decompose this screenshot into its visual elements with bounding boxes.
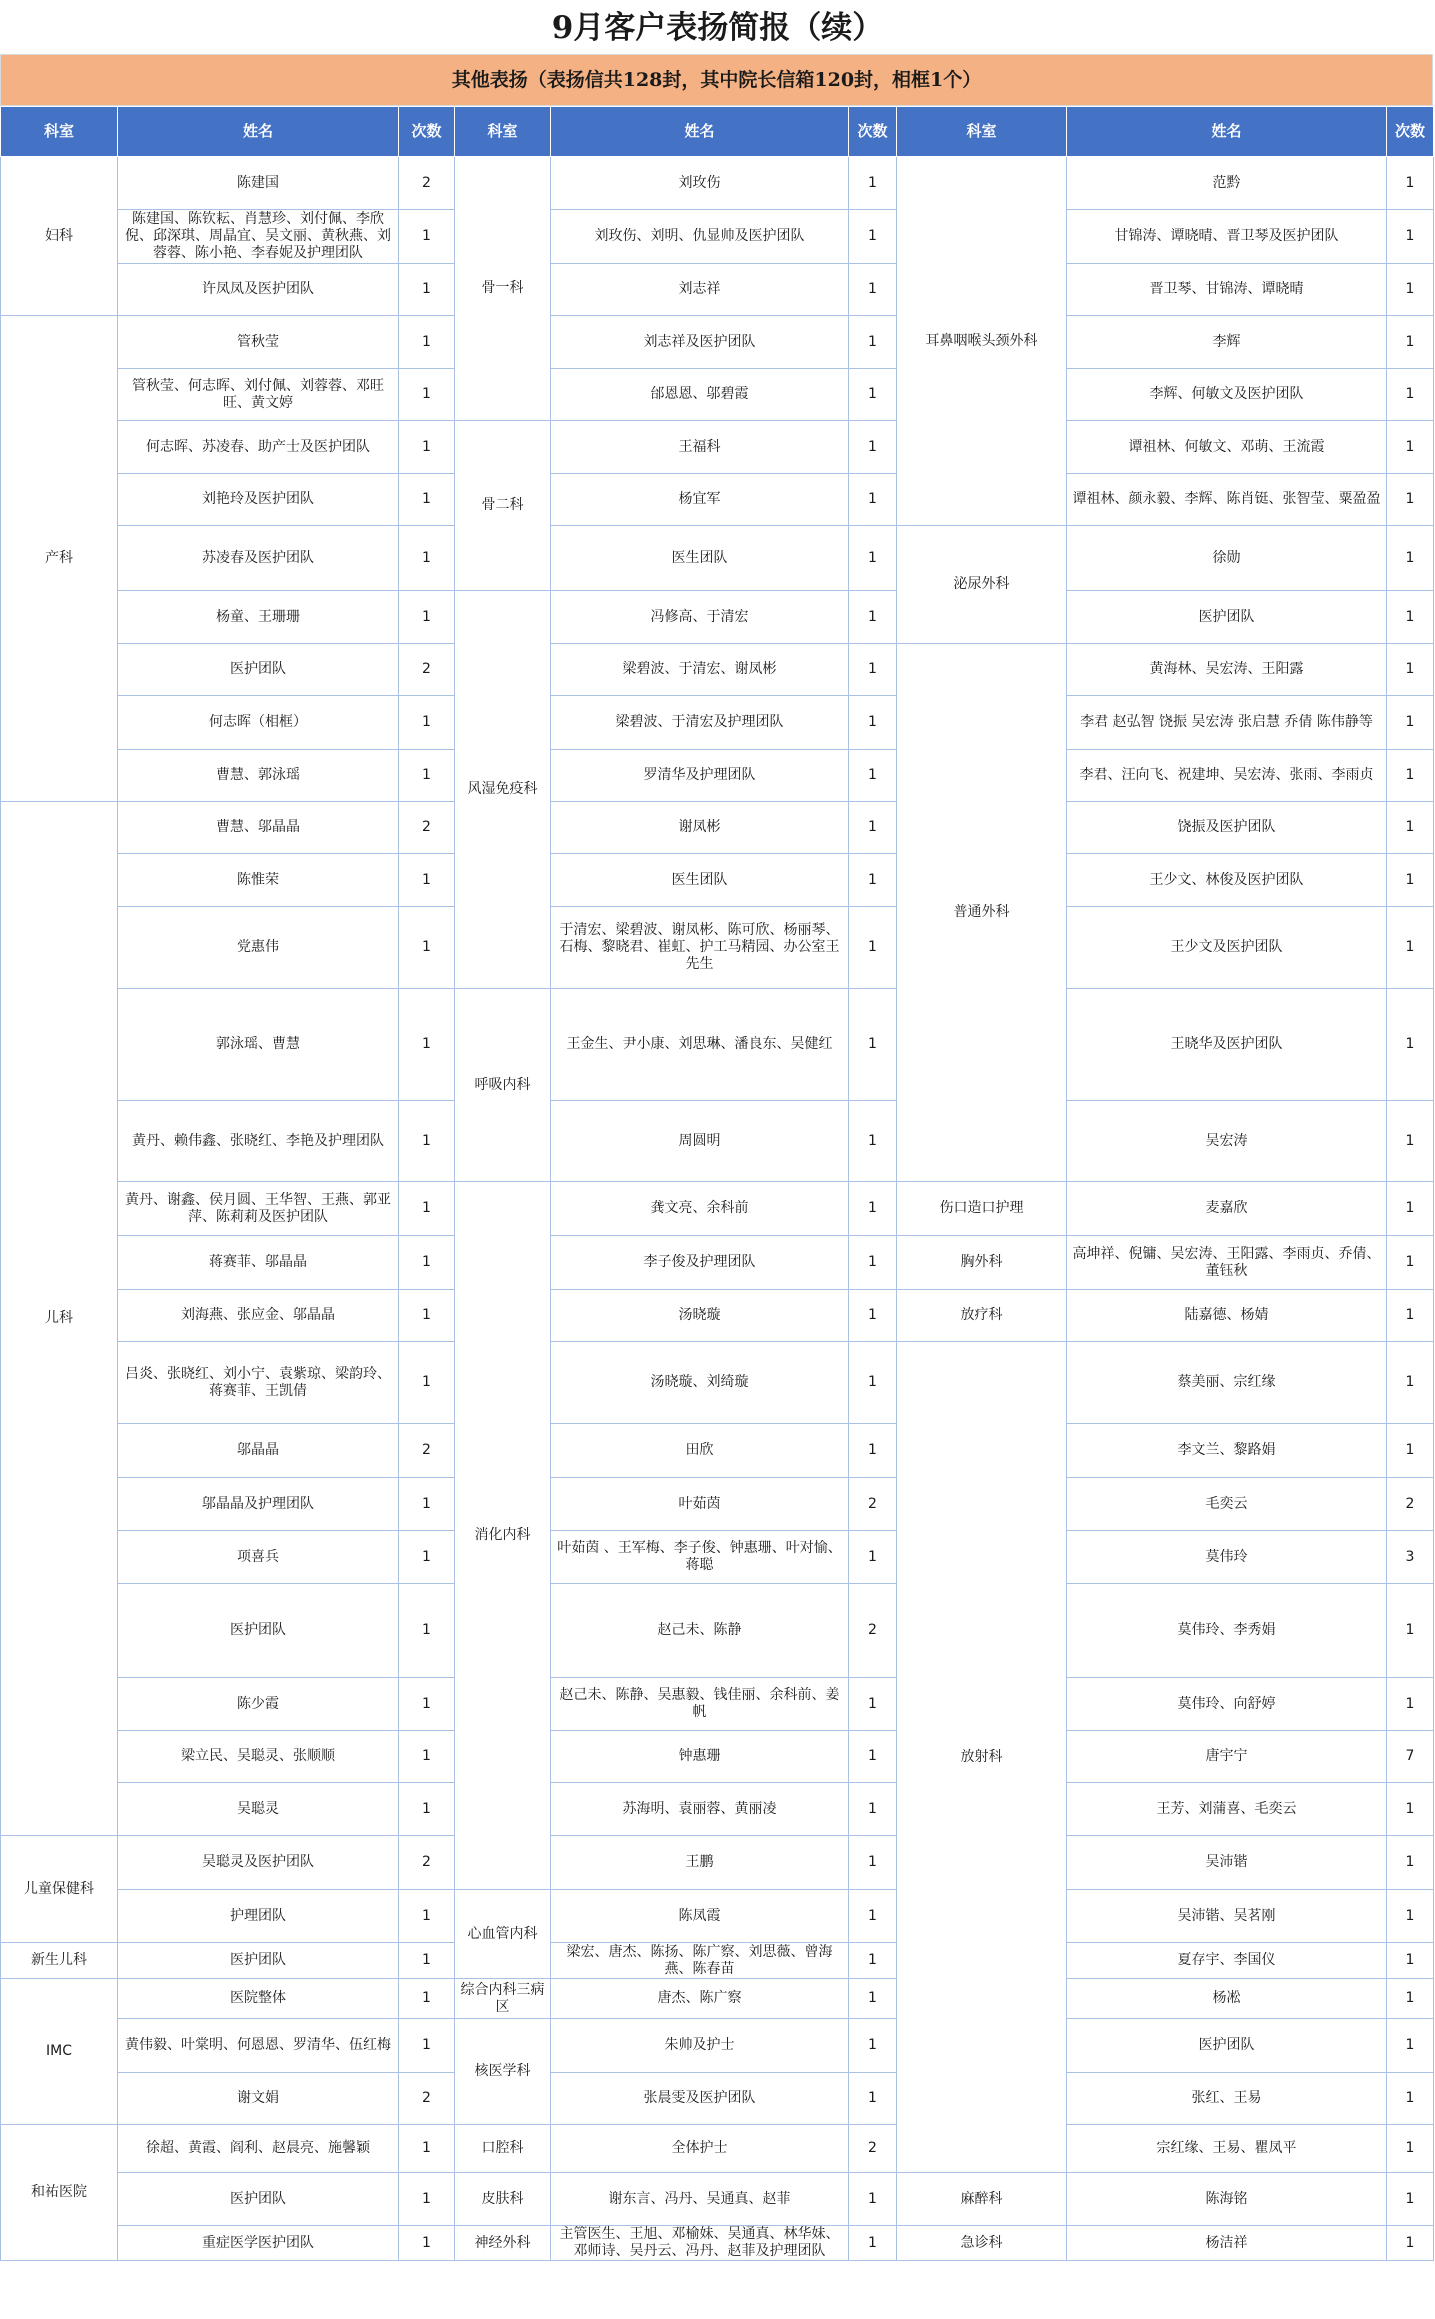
table-row <box>1 1531 1434 1584</box>
count-cell: 1 <box>399 1101 455 1182</box>
count-cell: 2 <box>849 1478 897 1531</box>
count-cell: 1 <box>1387 1342 1434 1424</box>
names-cell: 苏海明、袁丽蓉、黄丽凌 <box>551 1783 849 1836</box>
names-cell: 叶茹茵 <box>551 1478 849 1531</box>
count-cell: 1 <box>849 802 897 854</box>
table-row <box>1 1478 1434 1531</box>
count-cell: 1 <box>399 210 455 264</box>
dept-cell: 耳鼻咽喉头颈外科 <box>897 157 1067 526</box>
dept-cell: 放疗科 <box>897 1290 1067 1342</box>
names-cell: 医护团队 <box>118 644 399 696</box>
count-cell: 1 <box>849 591 897 644</box>
table-row <box>1 2226 1434 2261</box>
count-cell: 1 <box>849 2226 897 2261</box>
count-cell: 1 <box>1387 1979 1434 2019</box>
table-row <box>1 2125 1434 2173</box>
praise-table <box>0 106 1434 2261</box>
header-count-2: 次数 <box>849 107 897 157</box>
names-cell: 莫伟玲、向舒婷 <box>1067 1678 1387 1731</box>
dept-cell: 神经外科 <box>455 2226 551 2261</box>
dept-cell: 口腔科 <box>455 2125 551 2173</box>
names-cell: 郭泳瑶、曹慧 <box>118 989 399 1101</box>
names-cell: 范黔 <box>1067 157 1387 210</box>
count-cell: 1 <box>399 421 455 474</box>
count-cell: 1 <box>849 989 897 1101</box>
count-cell: 2 <box>399 1424 455 1478</box>
table-row <box>1 750 1434 802</box>
names-cell: 刘志祥 <box>551 264 849 316</box>
names-cell: 赵己未、陈静 <box>551 1584 849 1678</box>
names-cell: 吴聪灵及医护团队 <box>118 1836 399 1890</box>
count-cell: 1 <box>399 854 455 907</box>
count-cell: 1 <box>1387 2226 1434 2261</box>
names-cell: 李子俊及护理团队 <box>551 1236 849 1290</box>
table-row <box>1 526 1434 591</box>
count-cell: 1 <box>399 1531 455 1584</box>
count-cell: 2 <box>399 2073 455 2125</box>
names-cell: 邰恩恩、邬碧霞 <box>551 369 849 421</box>
names-cell: 刘志祥及医护团队 <box>551 316 849 369</box>
names-cell: 梁宏、唐杰、陈扬、陈广察、刘思薇、曾海燕、陈春苗 <box>551 1943 849 1979</box>
names-cell: 莫伟玲、李秀娟 <box>1067 1584 1387 1678</box>
count-cell: 1 <box>1387 591 1434 644</box>
names-cell: 医护团队 <box>1067 2019 1387 2073</box>
count-cell: 1 <box>1387 369 1434 421</box>
count-cell: 1 <box>849 1236 897 1290</box>
names-cell: 饶振及医护团队 <box>1067 802 1387 854</box>
header-count-3: 次数 <box>1387 107 1434 157</box>
table-row <box>1 1290 1434 1342</box>
count-cell: 1 <box>399 1290 455 1342</box>
report-subtitle: 其他表扬（表扬信共128封，其中院长信箱120封，相框1个） <box>0 54 1433 106</box>
dept-cell: 综合内科三病区 <box>455 1979 551 2019</box>
names-cell: 龚文亮、余科前 <box>551 1182 849 1236</box>
header-dept-2: 科室 <box>455 107 551 157</box>
dept-cell: 风湿免疫科 <box>455 591 551 989</box>
header-names-2: 姓名 <box>551 107 849 157</box>
dept-cell: IMC <box>1 1979 118 2125</box>
names-cell: 杨童、王珊珊 <box>118 591 399 644</box>
names-cell: 许凤凤及医护团队 <box>118 264 399 316</box>
names-cell: 王福科 <box>551 421 849 474</box>
count-cell: 1 <box>399 1236 455 1290</box>
names-cell: 刘玫伤、刘明、仇显帅及医护团队 <box>551 210 849 264</box>
names-cell: 杨宜军 <box>551 474 849 526</box>
table-row <box>1 369 1434 421</box>
names-cell: 管秋莹、何志晖、刘付佩、刘蓉蓉、邓旺旺、黄文婷 <box>118 369 399 421</box>
count-cell: 1 <box>1387 1678 1434 1731</box>
table-row <box>1 2019 1434 2073</box>
names-cell: 梁碧波、于清宏及护理团队 <box>551 696 849 750</box>
names-cell: 陈海铭 <box>1067 2173 1387 2226</box>
names-cell: 谭祖林、何敏文、邓萌、王流霞 <box>1067 421 1387 474</box>
names-cell: 王少文及医护团队 <box>1067 907 1387 989</box>
names-cell: 叶茹茵 、王军梅、李子俊、钟惠珊、叶对愉、蒋聪 <box>551 1531 849 1584</box>
count-cell: 1 <box>1387 1836 1434 1890</box>
names-cell: 主管医生、王旭、邓榆妹、吴通真、林华妹、邓师诗、吴丹云、冯丹、赵菲及护理团队 <box>551 2226 849 2261</box>
count-cell: 7 <box>1387 1731 1434 1783</box>
dept-cell: 心血管内科 <box>455 1890 551 1979</box>
names-cell: 梁立民、吴聪灵、张顺顺 <box>118 1731 399 1783</box>
table-row <box>1 1783 1434 1836</box>
dept-cell: 产科 <box>1 316 118 802</box>
count-cell: 1 <box>849 750 897 802</box>
count-cell: 1 <box>849 369 897 421</box>
count-cell: 1 <box>1387 802 1434 854</box>
count-cell: 1 <box>1387 1943 1434 1979</box>
count-cell: 1 <box>1387 316 1434 369</box>
names-cell: 李辉、何敏文及医护团队 <box>1067 369 1387 421</box>
count-cell: 2 <box>1387 1478 1434 1531</box>
names-cell: 高坤祥、倪镛、吴宏涛、王阳露、李雨贞、乔倩、董钰秋 <box>1067 1236 1387 1290</box>
count-cell: 1 <box>399 369 455 421</box>
table-row <box>1 2073 1434 2125</box>
names-cell: 蒋赛菲、邬晶晶 <box>118 1236 399 1290</box>
names-cell: 管秋莹 <box>118 316 399 369</box>
names-cell: 谭祖林、颜永毅、李辉、陈肖铤、张智莹、粟盈盈 <box>1067 474 1387 526</box>
table-row <box>1 1101 1434 1182</box>
count-cell: 1 <box>399 1584 455 1678</box>
table-row <box>1 696 1434 750</box>
count-cell: 1 <box>399 474 455 526</box>
names-cell: 医生团队 <box>551 526 849 591</box>
names-cell: 杨洁祥 <box>1067 2226 1387 2261</box>
count-cell: 1 <box>849 1979 897 2019</box>
count-cell: 1 <box>849 1836 897 1890</box>
names-cell: 邬晶晶 <box>118 1424 399 1478</box>
names-cell: 刘玫伤 <box>551 157 849 210</box>
count-cell: 1 <box>849 210 897 264</box>
names-cell: 谢东言、冯丹、吴通真、赵菲 <box>551 2173 849 2226</box>
table-row <box>1 989 1434 1101</box>
names-cell: 唐杰、陈广察 <box>551 1979 849 2019</box>
count-cell: 1 <box>1387 2125 1434 2173</box>
names-cell: 吴聪灵 <box>118 1783 399 1836</box>
table-row <box>1 1943 1434 1979</box>
dept-cell: 普通外科 <box>897 644 1067 1182</box>
names-cell: 徐勋 <box>1067 526 1387 591</box>
count-cell: 1 <box>1387 2073 1434 2125</box>
names-cell: 夏存宇、李国仪 <box>1067 1943 1387 1979</box>
count-cell: 1 <box>399 264 455 316</box>
count-cell: 1 <box>849 1678 897 1731</box>
names-cell: 陈少霞 <box>118 1678 399 1731</box>
count-cell: 1 <box>399 2019 455 2073</box>
names-cell: 李辉 <box>1067 316 1387 369</box>
names-cell: 曹慧、郭泳瑶 <box>118 750 399 802</box>
names-cell: 医护团队 <box>118 2173 399 2226</box>
count-cell: 1 <box>399 1979 455 2019</box>
count-cell: 1 <box>849 316 897 369</box>
count-cell: 1 <box>1387 474 1434 526</box>
count-cell: 1 <box>1387 210 1434 264</box>
header-names-3: 姓名 <box>1067 107 1387 157</box>
names-cell: 陈惟荣 <box>118 854 399 907</box>
count-cell: 1 <box>1387 750 1434 802</box>
header-dept-3: 科室 <box>897 107 1067 157</box>
count-cell: 1 <box>399 1678 455 1731</box>
count-cell: 1 <box>399 316 455 369</box>
dept-cell: 和祐医院 <box>1 2125 118 2261</box>
count-cell: 1 <box>399 1890 455 1943</box>
dept-cell: 妇科 <box>1 157 118 316</box>
names-cell: 王金生、尹小康、刘思琳、潘良东、吴健红 <box>551 989 849 1101</box>
names-cell: 吴宏涛 <box>1067 1101 1387 1182</box>
names-cell: 吴沛锴、吴茗刚 <box>1067 1890 1387 1943</box>
count-cell: 1 <box>849 1182 897 1236</box>
count-cell: 1 <box>399 526 455 591</box>
count-cell: 2 <box>849 2125 897 2173</box>
names-cell: 谢凤彬 <box>551 802 849 854</box>
count-cell: 1 <box>849 2173 897 2226</box>
names-cell: 黄丹、赖伟鑫、张晓红、李艳及护理团队 <box>118 1101 399 1182</box>
names-cell: 于清宏、梁碧波、谢凤彬、陈可欣、杨丽琴、石梅、黎晓君、崔虹、护工马精园、办公室王先生 <box>551 907 849 989</box>
count-cell: 1 <box>1387 264 1434 316</box>
header-names-1: 姓名 <box>118 107 399 157</box>
table-row <box>1 316 1434 369</box>
count-cell: 1 <box>399 750 455 802</box>
count-cell: 1 <box>849 1943 897 1979</box>
names-cell: 张晨雯及医护团队 <box>551 2073 849 2125</box>
names-cell: 吕炎、张晓红、刘小宁、袁紫琼、梁韵玲、蒋赛菲、王凯倩 <box>118 1342 399 1424</box>
count-cell: 1 <box>849 526 897 591</box>
count-cell: 1 <box>1387 854 1434 907</box>
count-cell: 1 <box>849 264 897 316</box>
count-cell: 1 <box>1387 644 1434 696</box>
dept-cell: 泌尿外科 <box>897 526 1067 644</box>
count-cell: 1 <box>1387 989 1434 1101</box>
count-cell: 3 <box>1387 1531 1434 1584</box>
count-cell: 1 <box>399 907 455 989</box>
names-cell: 刘海燕、张应金、邬晶晶 <box>118 1290 399 1342</box>
count-cell: 1 <box>849 1890 897 1943</box>
count-cell: 1 <box>399 989 455 1101</box>
names-cell: 田欣 <box>551 1424 849 1478</box>
names-cell: 杨凇 <box>1067 1979 1387 2019</box>
count-cell: 1 <box>849 1783 897 1836</box>
count-cell: 1 <box>1387 421 1434 474</box>
names-cell: 党惠伟 <box>118 907 399 989</box>
table-row <box>1 210 1434 264</box>
names-cell: 麦嘉欣 <box>1067 1182 1387 1236</box>
names-cell: 邬晶晶及护理团队 <box>118 1478 399 1531</box>
names-cell: 张红、王易 <box>1067 2073 1387 2125</box>
table-row <box>1 1424 1434 1478</box>
table-row <box>1 1182 1434 1236</box>
names-cell: 曹慧、邬晶晶 <box>118 802 399 854</box>
count-cell: 1 <box>849 1101 897 1182</box>
table-row <box>1 1731 1434 1783</box>
names-cell: 医护团队 <box>118 1584 399 1678</box>
dept-cell: 新生儿科 <box>1 1943 118 1979</box>
names-cell: 梁碧波、于清宏、谢凤彬 <box>551 644 849 696</box>
count-cell: 1 <box>849 1424 897 1478</box>
table-row <box>1 591 1434 644</box>
table-row <box>1 157 1434 210</box>
count-cell: 2 <box>399 802 455 854</box>
dept-cell: 皮肤科 <box>455 2173 551 2226</box>
names-cell: 黄伟毅、叶棠明、何恩恩、罗清华、伍红梅 <box>118 2019 399 2073</box>
table-row <box>1 1890 1434 1943</box>
count-cell: 1 <box>399 1731 455 1783</box>
names-cell: 钟惠珊 <box>551 1731 849 1783</box>
count-cell: 1 <box>849 421 897 474</box>
table-row <box>1 1584 1434 1678</box>
dept-cell: 核医学科 <box>455 2019 551 2125</box>
names-cell: 吴沛锴 <box>1067 1836 1387 1890</box>
table-row <box>1 854 1434 907</box>
table-row <box>1 421 1434 474</box>
names-cell: 苏凌春及医护团队 <box>118 526 399 591</box>
header-dept-1: 科室 <box>1 107 118 157</box>
count-cell: 1 <box>849 696 897 750</box>
table-row <box>1 474 1434 526</box>
names-cell: 黄丹、谢鑫、侯月圆、王华智、王燕、郭亚萍、陈莉莉及医护团队 <box>118 1182 399 1236</box>
names-cell: 刘艳玲及医护团队 <box>118 474 399 526</box>
names-cell: 李君、汪向飞、祝建坤、吴宏涛、张雨、李雨贞 <box>1067 750 1387 802</box>
table-row <box>1 1678 1434 1731</box>
table-row <box>1 802 1434 854</box>
names-cell: 冯修高、于清宏 <box>551 591 849 644</box>
names-cell: 毛奕云 <box>1067 1478 1387 1531</box>
count-cell: 1 <box>849 2019 897 2073</box>
count-cell: 1 <box>399 2226 455 2261</box>
dept-cell: 儿科 <box>1 802 118 1836</box>
count-cell: 1 <box>399 696 455 750</box>
count-cell: 1 <box>849 1731 897 1783</box>
dept-cell: 胸外科 <box>897 1236 1067 1290</box>
names-cell: 蔡美丽、宗红缘 <box>1067 1342 1387 1424</box>
names-cell: 汤晓璇、刘绮璇 <box>551 1342 849 1424</box>
names-cell: 医生团队 <box>551 854 849 907</box>
count-cell: 1 <box>399 1478 455 1531</box>
names-cell: 医护团队 <box>1067 591 1387 644</box>
count-cell: 1 <box>1387 1783 1434 1836</box>
names-cell: 何志晖（相框） <box>118 696 399 750</box>
count-cell: 1 <box>399 2173 455 2226</box>
count-cell: 1 <box>849 157 897 210</box>
count-cell: 1 <box>1387 157 1434 210</box>
dept-cell: 急诊科 <box>897 2226 1067 2261</box>
count-cell: 1 <box>849 1531 897 1584</box>
count-cell: 1 <box>1387 1290 1434 1342</box>
names-cell: 王少文、林俊及医护团队 <box>1067 854 1387 907</box>
count-cell: 1 <box>849 907 897 989</box>
count-cell: 1 <box>399 1943 455 1979</box>
count-cell: 1 <box>1387 526 1434 591</box>
dept-cell: 骨一科 <box>455 157 551 421</box>
table-row <box>1 1836 1434 1890</box>
count-cell: 1 <box>849 1342 897 1424</box>
count-cell: 1 <box>849 2073 897 2125</box>
names-cell: 陈建国、陈钦耘、肖慧珍、刘付佩、李欣倪、邱深琪、周晶宜、吴文丽、黄秋燕、刘蓉蓉、陈小艳、李春妮及护理团队 <box>118 210 399 264</box>
count-cell: 1 <box>1387 1584 1434 1678</box>
count-cell: 1 <box>1387 1890 1434 1943</box>
dept-cell: 麻醉科 <box>897 2173 1067 2226</box>
count-cell: 1 <box>849 1290 897 1342</box>
count-cell: 1 <box>849 854 897 907</box>
table-row <box>1 2173 1434 2226</box>
count-cell: 1 <box>1387 1182 1434 1236</box>
names-cell: 黄海林、吴宏涛、王阳露 <box>1067 644 1387 696</box>
count-cell: 2 <box>399 644 455 696</box>
names-cell: 护理团队 <box>118 1890 399 1943</box>
table-row <box>1 644 1434 696</box>
count-cell: 1 <box>399 591 455 644</box>
names-cell: 莫伟玲 <box>1067 1531 1387 1584</box>
names-cell: 陈建国 <box>118 157 399 210</box>
count-cell: 1 <box>1387 1101 1434 1182</box>
count-cell: 1 <box>1387 2173 1434 2226</box>
names-cell: 甘锦涛、谭晓晴、晋卫琴及医护团队 <box>1067 210 1387 264</box>
names-cell: 朱帅及护士 <box>551 2019 849 2073</box>
names-cell: 周圆明 <box>551 1101 849 1182</box>
names-cell: 何志晖、苏凌春、助产士及医护团队 <box>118 421 399 474</box>
names-cell: 医院整体 <box>118 1979 399 2019</box>
count-cell: 1 <box>849 644 897 696</box>
names-cell: 王芳、刘蒲喜、毛奕云 <box>1067 1783 1387 1836</box>
names-cell: 谢文娟 <box>118 2073 399 2125</box>
names-cell: 项喜兵 <box>118 1531 399 1584</box>
names-cell: 宗红缘、王易、瞿凤平 <box>1067 2125 1387 2173</box>
table-row <box>1 1342 1434 1424</box>
count-cell: 1 <box>1387 907 1434 989</box>
names-cell: 李文兰、黎路娟 <box>1067 1424 1387 1478</box>
table-row <box>1 1236 1434 1290</box>
names-cell: 陈凤霞 <box>551 1890 849 1943</box>
count-cell: 1 <box>849 474 897 526</box>
names-cell: 重症医学医护团队 <box>118 2226 399 2261</box>
names-cell: 徐超、黄霞、阎利、赵晨亮、施馨颖 <box>118 2125 399 2173</box>
count-cell: 1 <box>399 1342 455 1424</box>
count-cell: 2 <box>399 157 455 210</box>
count-cell: 1 <box>1387 1236 1434 1290</box>
count-cell: 1 <box>1387 696 1434 750</box>
report-title: 9月客户表扬简报（续） <box>551 10 884 46</box>
count-cell: 1 <box>399 1783 455 1836</box>
table-row <box>1 907 1434 989</box>
count-cell: 1 <box>399 1182 455 1236</box>
names-cell: 唐宇宁 <box>1067 1731 1387 1783</box>
count-cell: 1 <box>1387 2019 1434 2073</box>
count-cell: 2 <box>399 1836 455 1890</box>
names-cell: 全体护士 <box>551 2125 849 2173</box>
names-cell: 赵己未、陈静、吴惠毅、钱佳丽、余科前、姜帆 <box>551 1678 849 1731</box>
dept-cell: 骨二科 <box>455 421 551 591</box>
header-count-1: 次数 <box>399 107 455 157</box>
dept-cell: 放射科 <box>897 1342 1067 2173</box>
names-cell: 汤晓璇 <box>551 1290 849 1342</box>
table-row <box>1 264 1434 316</box>
names-cell: 李君 赵弘智 饶振 吴宏涛 张启慧 乔倩 陈伟静等 <box>1067 696 1387 750</box>
dept-cell: 儿童保健科 <box>1 1836 118 1943</box>
names-cell: 医护团队 <box>118 1943 399 1979</box>
count-cell: 1 <box>1387 1424 1434 1478</box>
names-cell: 罗清华及护理团队 <box>551 750 849 802</box>
names-cell: 陆嘉德、杨婧 <box>1067 1290 1387 1342</box>
count-cell: 2 <box>849 1584 897 1678</box>
table-header-row <box>1 107 1434 157</box>
dept-cell: 消化内科 <box>455 1182 551 1890</box>
table-row <box>1 1979 1434 2019</box>
dept-cell: 呼吸内科 <box>455 989 551 1182</box>
names-cell: 王鹏 <box>551 1836 849 1890</box>
names-cell: 晋卫琴、甘锦涛、谭晓晴 <box>1067 264 1387 316</box>
dept-cell: 伤口造口护理 <box>897 1182 1067 1236</box>
names-cell: 王晓华及医护团队 <box>1067 989 1387 1101</box>
count-cell: 1 <box>399 2125 455 2173</box>
